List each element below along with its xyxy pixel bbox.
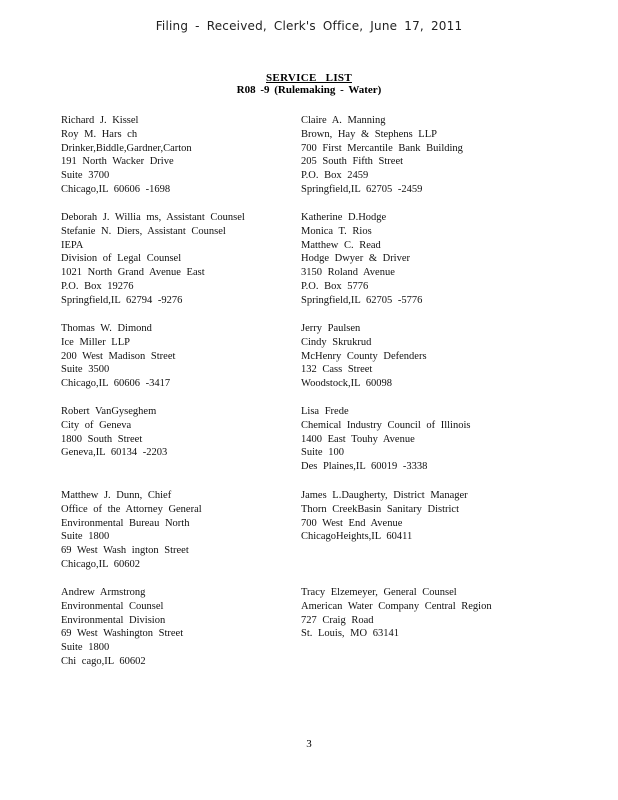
address-line: Stefanie N. Diers, Assistant Counsel [61,225,226,237]
address-line: Chicago,IL 60602 [61,558,141,570]
address-line: St. Louis, MO 63141 [301,628,399,640]
address-line: Environmental Counsel [61,600,164,612]
filing-header: Filing - Received, Clerk's Office, June 17, 2011 [155,19,463,33]
address-line: 205 South Fifth Street [301,156,404,168]
address-entry [61,211,245,308]
address-line: Suite 3500 [61,364,110,376]
service-list-subtitle: R08 -9 (Rulemaking - Water) [236,84,382,96]
page-number: 3 [306,738,312,750]
address-line: Suite 1800 [61,531,110,543]
address-line: Suite 1800 [61,642,110,654]
address-line: 3150 Roland Avenue [301,267,395,279]
address-line: 69 West Washington Street [61,628,184,640]
address-line: Chicago,IL 60606 -1698 [61,183,171,195]
address-line: Jerry Paulsen [301,323,361,334]
address-line: Cindy Skrukrud [301,336,372,348]
address-line: 1800 South Street [61,433,143,445]
address-line: 700 West End Avenue [301,517,403,529]
address-entry [61,322,175,391]
address-entry [301,114,463,197]
address-entry [301,211,422,308]
address-line: Robert VanGyseghem [61,406,157,417]
address-line: Springfield,IL 62705 -2459 [301,183,423,195]
address-line: 200 West Madison Street [61,350,176,362]
address-line: Deborah J. Willia ms, Assistant Counsel [61,212,245,223]
address-line: 132 Cass Street [301,364,373,376]
address-line: Geneva,IL 60134 -2203 [61,447,168,459]
address-line: Richard J. Kissel [61,115,139,126]
address-line: Chemical Industry Council of Illinois [301,419,471,431]
address-entry [301,586,492,641]
address-line: ChicagoHeights,IL 60411 [301,531,413,543]
address-line: Drinker,Biddle,Gardner,Carton [61,142,192,154]
address-line: Roy M. Hars ch [61,128,138,140]
address-line: 727 Craig Road [301,614,374,626]
address-entry [61,114,192,197]
address-line: Office of the Attorney General [61,503,202,515]
address-entry [61,405,167,460]
address-line: Lisa Frede [301,406,349,417]
address-line: Brown, Hay & Stephens LLP [301,128,437,140]
address-line: Suite 100 [301,447,344,459]
address-line: Thorn CreekBasin Sanitary District [301,503,460,515]
address-line: Andrew Armstrong [61,587,146,598]
address-line: Des Plaines,IL 60019 -3338 [301,461,428,473]
address-line: Division of Legal Counsel [61,253,182,265]
address-line: American Water Company Central Region [301,600,492,612]
address-line: Thomas W. Dimond [61,323,152,334]
address-line: Matthew C. Read [301,239,381,251]
address-line: Suite 3700 [61,170,110,182]
address-entry [61,489,202,572]
address-line: Chicago,IL 60606 -3417 [61,378,171,390]
address-line: Monica T. Rios [301,225,372,237]
address-entry [61,586,183,669]
address-line: Katherine D.Hodge [301,212,387,223]
address-line: City of Geneva [61,419,132,431]
address-line: P.O. Box 2459 [301,170,369,182]
address-line: James L.Daugherty, District Manager [301,490,468,501]
address-line: Environmental Division [61,614,166,626]
address-line: P.O. Box 5776 [301,280,369,292]
address-line: Chi cago,IL 60602 [61,655,146,667]
address-line: Springfield,IL 62705 -5776 [301,294,423,306]
address-line: 700 First Mercantile Bank Building [301,142,463,154]
address-line: P.O. Box 19276 [61,280,134,292]
address-entry [301,489,468,544]
address-line: Claire A. Manning [301,115,386,126]
address-line: Hodge Dwyer & Driver [301,253,411,265]
address-entry [301,322,427,391]
address-entry [301,405,470,474]
address-line: 191 North Wacker Drive [61,156,174,168]
address-line: 69 West Wash ington Street [61,545,189,557]
address-line: Woodstock,IL 60098 [301,378,393,390]
address-line: IEPA [61,239,84,251]
address-line: Tracy Elzemeyer, General Counsel [301,587,457,598]
address-line: Environmental Bureau North [61,517,190,529]
address-line: Ice Miller LLP [61,336,130,348]
title-block [0,72,618,96]
address-line: Springfield,IL 62794 -9276 [61,294,183,306]
address-line: McHenry County Defenders [301,350,427,362]
address-line: 1400 East Touhy Avenue [301,433,415,445]
address-line: Matthew J. Dunn, Chief [61,490,172,501]
address-line: 1021 North Grand Avenue East [61,267,205,279]
service-list-title: SERVICE LIST [266,72,352,84]
